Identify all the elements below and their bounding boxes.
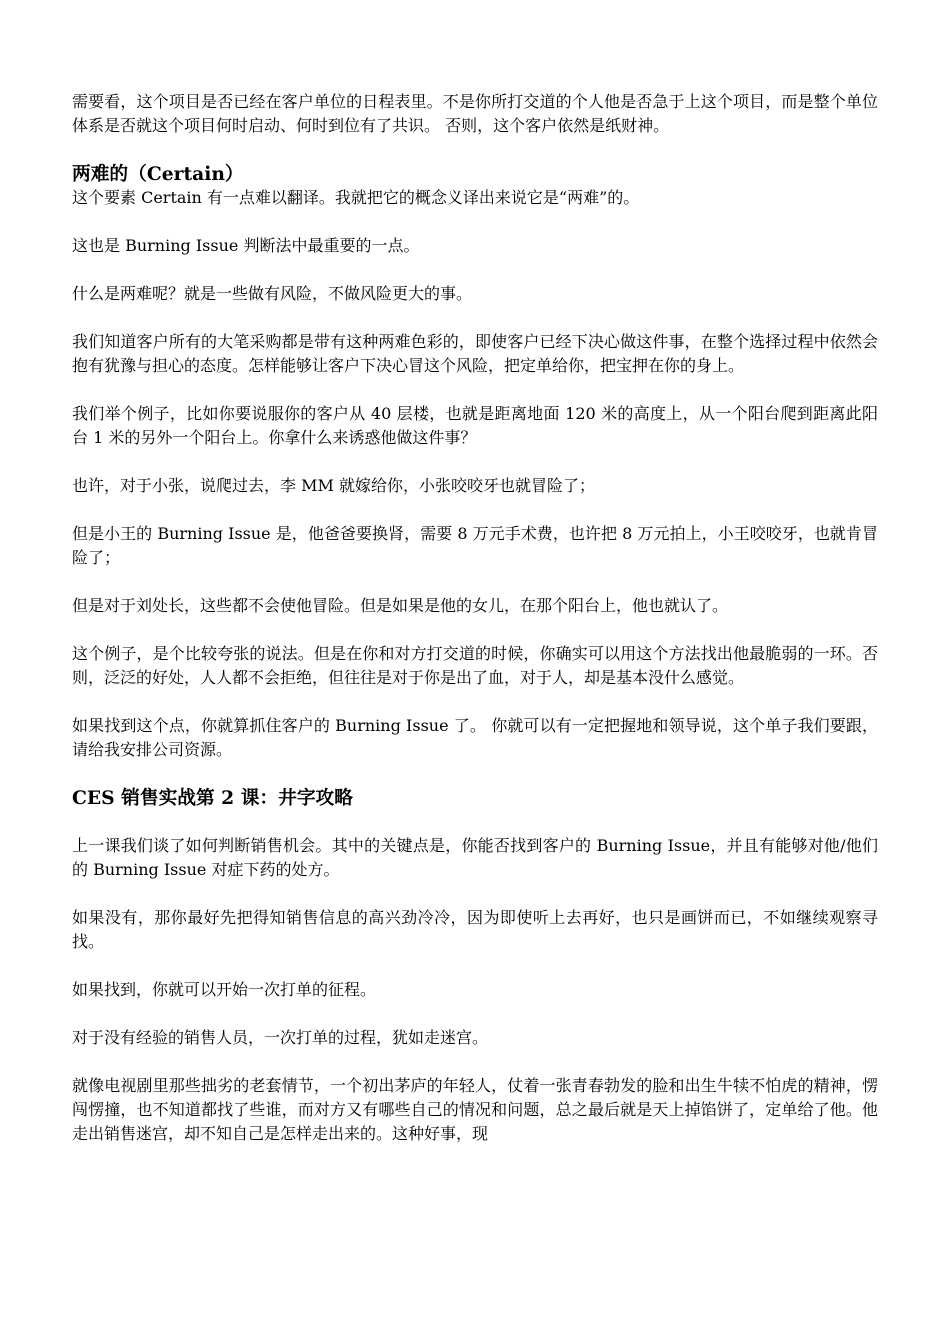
paragraph-xiao-zhang: 也许，对于小张，说爬过去，李 MM 就嫁给你，小张咬咬牙也就冒险了； xyxy=(72,476,595,495)
document-page xyxy=(72,90,878,1146)
paragraph-maze: 对于没有经验的销售人员，一次打单的过程，犹如走迷宫。 xyxy=(72,1028,489,1047)
section-heading-lesson-2: CES 销售实战第 2 课：井字攻略 xyxy=(72,787,353,809)
paragraph-find-the-point: 如果找到这个点，你就算抓住客户的 Burning Issue 了。 你就可以有一定把握地和领导说，这个单子我们要跟，请给我安排公司资源。 xyxy=(72,716,878,759)
paragraph-tv-drama: 就像电视剧里那些拙劣的老套情节，一个初出茅庐的年轻人，仗着一张青春勃发的脸和出生牛犊不怕虎的精神，愣闯愣撞，也不知道都找了些谁，而对方又有哪些自己的情况和问题，总之最后就是天上掉馅饼了，定单给了他。他走出销售迷宫，却不知自己是怎样走出来的。这种好事，现 xyxy=(72,1076,878,1143)
section-heading-certain: 两难的（Certain） xyxy=(72,163,244,185)
paragraph-xiao-wang: 但是小王的 Burning Issue 是，他爸爸要换肾，需要 8 万元手术费，也许把 8 万元拍上，小王咬咬牙，也就肯冒险了； xyxy=(72,524,878,567)
paragraph-last-lesson: 上一课我们谈了如何判断销售机会。其中的关键点是，你能否找到客户的 Burning Issue，并且有能够对他/他们的 Burning Issue 对症下药的处方。 xyxy=(72,836,878,879)
paragraph-certain-definition: 这个要素 Certain 有一点难以翻译。我就把它的概念义译出来说它是“两难”的。 xyxy=(72,188,640,207)
paragraph-director-liu: 但是对于刘处长，这些都不会使他冒险。但是如果是他的女儿，在那个阳台上，他也就认了。 xyxy=(72,596,729,615)
paragraph-exaggerated-example: 这个例子，是个比较夸张的说法。但是在你和对方打交道的时候，你确实可以用这个方法找出他最脆弱的一环。否则，泛泛的好处，人人都不会拒绝，但往往是对于你是出了血，对于人，却是基本没什么感觉。 xyxy=(72,644,878,687)
paragraph-project-schedule: 需要看，这个项目是否已经在客户单位的日程表里。不是你所打交道的个人他是否急于上这个项目，而是整个单位体系是否就这个项目何时启动、何时到位有了共识。 否则，这个客户依然是纸财神。 xyxy=(72,92,878,135)
paragraph-if-found: 如果找到，你就可以开始一次打单的征程。 xyxy=(72,980,377,999)
paragraph-if-not-found: 如果没有，那你最好先把得知销售信息的高兴劲冷冷，因为即使听上去再好，也只是画饼而已，不如继续观察寻找。 xyxy=(72,908,878,951)
paragraph-balcony-example: 我们举个例子，比如你要说服你的客户从 40 层楼，也就是距离地面 120 米的高度上，从一个阳台爬到距离此阳台 1 米的另外一个阳台上。你拿什么来诱惑他做这件事？ xyxy=(72,404,878,447)
paragraph-what-is-dilemma: 什么是两难呢？就是一些做有风险，不做风险更大的事。 xyxy=(72,284,473,303)
paragraph-most-important: 这也是 Burning Issue 判断法中最重要的一点。 xyxy=(72,236,420,255)
paragraph-large-purchases: 我们知道客户所有的大笔采购都是带有这种两难色彩的，即使客户已经下决心做这件事，在整个选择过程中依然会抱有犹豫与担心的态度。怎样能够让客户下决心冒这个风险，把定单给你，把宝押在你的身上。 xyxy=(72,332,878,375)
